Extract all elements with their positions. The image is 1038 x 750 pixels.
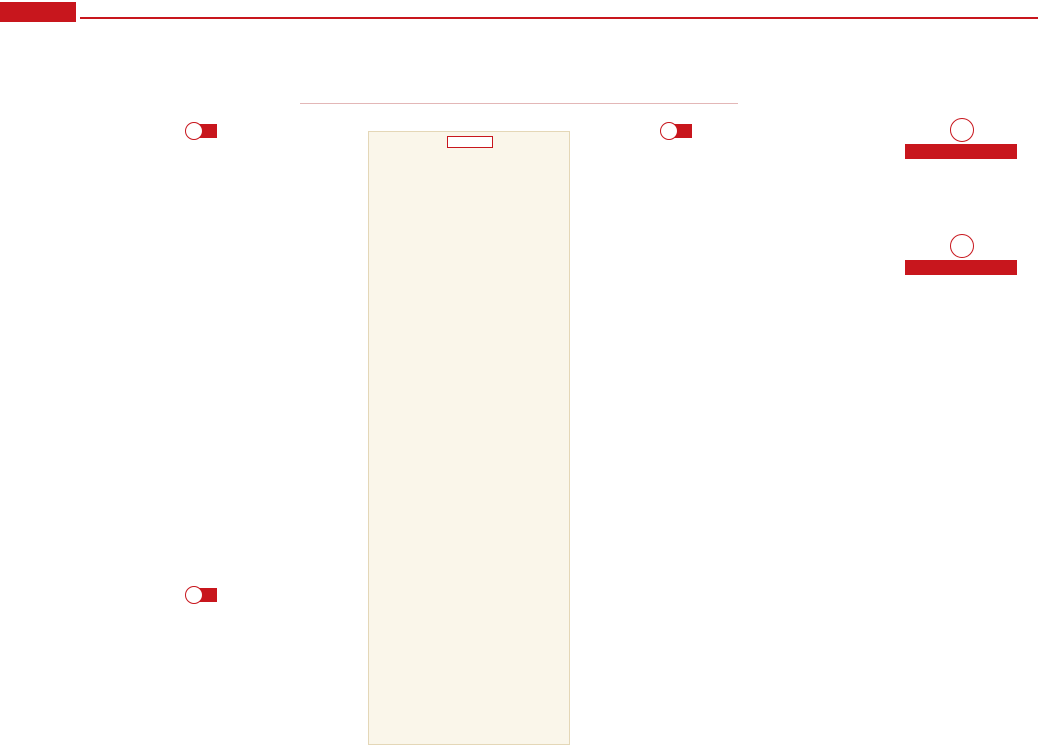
section-number-5 [950, 234, 974, 258]
lead-column [14, 118, 72, 740]
body-column-2 [120, 150, 222, 520]
toc-infographic [368, 131, 570, 745]
section-title-4 [905, 144, 1017, 159]
headline-rule [300, 103, 738, 104]
body-column-4 [555, 150, 663, 742]
section-number [185, 122, 203, 140]
section-number-4 [950, 118, 974, 142]
section-header-2 [185, 586, 217, 604]
section-header-3 [660, 122, 692, 140]
toc-tag [447, 136, 493, 148]
section-label [0, 2, 76, 22]
masthead [0, 0, 1038, 24]
section4-body [905, 164, 1017, 244]
body-column-3 [228, 150, 338, 520]
section-header-1 [185, 122, 217, 140]
section5-body [905, 280, 1017, 742]
body-column-6 [790, 150, 898, 742]
body-column-5 [670, 150, 782, 742]
section-number [660, 122, 678, 140]
section2-body [120, 612, 338, 742]
masthead-rule [80, 17, 1038, 19]
section-title-5 [905, 260, 1017, 275]
section-number [185, 586, 203, 604]
